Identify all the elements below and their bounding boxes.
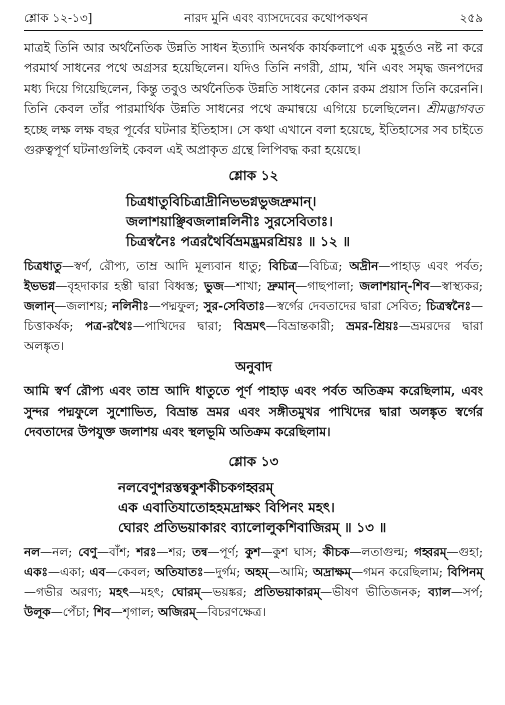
sanskrit-word: চিত্রধাতু [24,259,62,274]
word-meaning: —স্বর্ণ, রৌপ্য, তাম্র আদি মূল্যবান ধাতু; [61,259,269,274]
sanskrit-word: তন্ব [192,544,208,559]
verse-12-text [24,192,483,252]
sanskrit-word: ঘোরম্ [171,584,201,599]
word-meaning: —গাছপালা; [295,279,360,294]
word-meaning: —শর; [156,544,193,559]
verse-line: নলবেণুশরস্তন্বকুশকীচকগহ্বরম্ [118,479,274,496]
sanskrit-word: বিচিত্র [268,259,298,274]
word-meaning: —স্বাস্থ্যকর; [429,279,483,294]
sanskrit-word: এব [89,564,106,579]
word-meaning: —গুহা; [446,544,483,559]
word-meaning: —পাহাড় এবং পর্বত; [378,259,484,274]
sanskrit-word: চিত্রস্বনৈঃ [426,299,472,314]
sanskrit-word: ব্যাল [428,584,451,599]
word-meaning: —গভীর অরণ্য; [24,584,110,599]
sanskrit-word: অদ্রাক্ষম্ [312,564,352,579]
sanskrit-word: অহম্ [244,564,269,579]
sanskrit-word: গহ্বরম্ [414,544,447,559]
verse-line: চিত্রস্বনৈঃ পত্ররথৈর্বিভ্রমদ্ভ্রমরশ্রিয়ঃ ॥ ১২ ॥ [126,234,350,251]
sanskrit-word: জলান্ [24,299,55,314]
word-meaning: —পদ্মফুল; [148,299,204,314]
word-meaning: —কেবল; [105,564,155,579]
word-meaning: —একা; [47,564,90,579]
sanskrit-word: কীচক [322,544,350,559]
running-header [24,6,483,31]
word-meaning: —নল; [40,544,79,559]
page-number: ২৫৯ [459,11,483,25]
sanskrit-word: মহৎ [109,584,129,599]
sanskrit-word: একঃ [24,564,48,579]
verse-line: জলাশয়াঞ্ছিবজলান্নলিনীঃ সুরসেবিতাঃ। [126,214,333,231]
sanskrit-word: কুশ [244,544,261,559]
sanskrit-word: অদ্রীন [349,259,379,274]
sanskrit-word: অজিরম্ [157,604,196,619]
word-meaning: —পেঁচা; [50,604,94,619]
word-meaning: —ভীষণ ভীতিজনক; [320,584,429,599]
verse-line: ঘোরং প্রতিভয়াকারং ব্যালোলুকশিবাজিরম্ ॥ ১৩ ॥ [118,519,387,536]
sanskrit-word: সুর-সেবিতাঃ [203,299,265,314]
sanskrit-word: দ্রুমান্ [267,279,296,294]
verse-12-word-meanings [24,256,483,356]
word-meaning: —ভয়ঙ্কর; [200,584,255,599]
verse-line: চিত্রধাতুবিচিত্রাদ্রীনিভভগ্নভুজদ্রুমান্। [126,194,317,211]
word-meaning: —চিত্তাকর্ষক; [24,299,484,334]
word-meaning: —কুশ ঘাস; [260,544,323,559]
chapter-title: নারদ মুনি এবং ব্যাসদেবের কথোপকথন [184,11,368,25]
sanskrit-word: ইভভগ্ন [24,279,56,294]
sanskrit-word: বিভ্রমৎ [233,319,266,334]
verse-line: এক এবাতিযাতোহহমদ্রাক্ষং বিপিনং মহৎ। [118,499,335,516]
sanskrit-word: নল [24,544,41,559]
word-meaning: —মহৎ; [128,584,172,599]
word-meaning: —শাখা; [223,279,268,294]
sanskrit-word: শিব [93,604,111,619]
sanskrit-word: ভ্রমর-শ্রিয়ঃ [346,319,399,334]
verse-12-translation: আমি স্বর্ণ রৌপ্য এবং তাম্র আদি ধাতুতে পূর্ণ পাহাড় এবং পর্বত অতিক্রম করেছিলাম, এবং সুন্দর পদ্মফুলে সুশোভিত, বিভ্রান্ত ভ্রমর এবং সঙ্গীতমুখর পাখিদের দ্বারা অলঙ্কৃত স্বর্গের দেবতাদের উপযুক্ত জলাশয় এবং স্থলভূমি অতিক্রম করেছিলাম। [24,383,483,440]
sanskrit-word: উলূক [24,604,51,619]
word-meaning: —পাখিদের দ্বারা; [132,319,234,334]
word-meaning: —পূর্ণ; [207,544,245,559]
word-meaning: —বিভ্রান্তকারী; [265,319,347,334]
purport-text-start: মাত্রই তিনি আর অর্থনৈতিক উন্নতি সাধন ইত্যাদি অনর্থক কার্যকলাপে এক মুহূর্তও নষ্ট না করে পরমার্থ সাধনের পথে অগ্রসর হয়েছিলেন। যদিও তিনি নগরী, গ্রাম, খনি এবং সমৃদ্ধ জনপদের মধ্য দিয়ে গিয়েছিলেন, কিন্তু তবুও অর্থনৈতিক উন্নতি সাধনের কোন রকম প্রয়াস তিনি করেননি। তিনি কেবল তাঁর পারমার্থিক উন্নতি সাধনের পথে ক্রমান্বয়ে এগিয়ে চলেছিলেন। [24,40,483,117]
word-meaning: —সর্প; [450,584,483,599]
sanskrit-word: জলাশয়ান্-শিব [359,279,430,294]
sanskrit-word: পত্র-রথৈঃ [85,319,133,334]
purport-paragraph [24,38,483,160]
purport-text-end: হচ্ছে লক্ষ লক্ষ বছর পূর্বের ঘটনার ইতিহাস। সে কথা এখানে বলা হয়েছে, ইতিহাসের সব চাইতে গুরুত্বপূর্ণ ঘটনাগুলিই কেবল এই অপ্রাকৃত গ্রন্থে লিপিবদ্ধ করা হয়েছে। [24,121,483,158]
sanskrit-word: প্রতিভয়াকারম্ [254,584,321,599]
word-meaning: —লতাগুল্ম; [349,544,415,559]
sanskrit-word: অতিযাতঃ [154,564,204,579]
word-meaning: —বিচিত্র; [297,259,350,274]
word-meaning: —জলাশয়; [54,299,113,314]
sanskrit-word: নলিনীঃ [112,299,149,314]
word-meaning: —বৃহদাকার হস্তী দ্বারা বিধ্বস্ত; [55,279,205,294]
word-meaning: —বিচরণক্ষেত্র। [195,604,266,619]
verse-13-text [24,478,483,538]
word-meaning: —দুর্গম; [203,564,245,579]
word-meaning: —আমি; [268,564,313,579]
sanskrit-word: ভুজ [204,279,224,294]
word-meaning: —বাঁশ; [97,544,137,559]
verse-12-heading: শ্লোক ১২ [228,168,279,185]
translation-heading: অনুবাদ [235,360,272,376]
book-title-italic: শ্রীমদ্ভাগবত [426,101,483,117]
word-meaning: —স্বর্গের দেবতাদের দ্বারা সেবিত; [264,299,427,314]
word-meaning: —ভ্রমরদের দ্বারা অলঙ্কৃত। [24,319,483,354]
word-meaning: —গমন করেছিলাম; [351,564,448,579]
sanskrit-word: বিপিনম্ [447,564,483,579]
verse-13-heading: শ্লোক ১৩ [228,453,279,470]
verse-13-word-meanings [24,542,483,622]
verse-range-label: শ্লোক ১২-১৩] [24,11,93,25]
sanskrit-word: বেণু [78,544,98,559]
sanskrit-word: শরঃ [136,544,157,559]
word-meaning: —শৃগাল; [110,604,158,619]
